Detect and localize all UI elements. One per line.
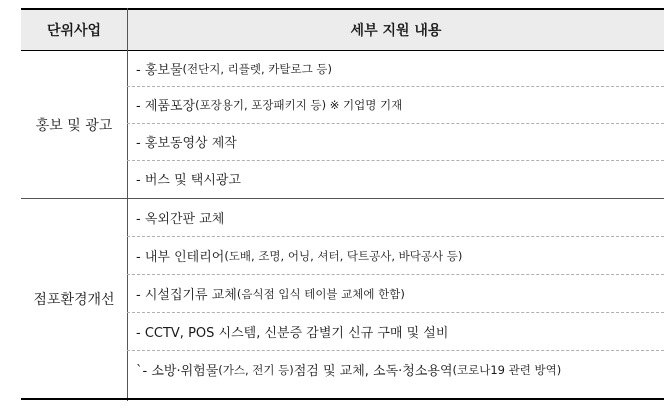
table-header (21, 10, 664, 50)
item-note: (전단지, 리플렛, 카탈로그 등) (182, 61, 332, 76)
item-main: `- 소방·위험물 (136, 364, 219, 379)
list-item (136, 161, 241, 196)
item-main: - 홍보동영상 제작 (136, 136, 237, 151)
list-item (136, 124, 237, 159)
item-main-cont: 점검 및 교체, 소독·청소용역 (293, 364, 453, 379)
item-main: - 버스 및 택시광고 (136, 173, 241, 188)
table-bottom-border (21, 398, 664, 400)
item-main: - 내부 인테리어 (136, 250, 225, 265)
item-note: (음식점 입식 테이블 교체에 한함) (236, 286, 405, 301)
list-item (136, 51, 332, 86)
list-item (136, 200, 224, 235)
item-main: - 옥외간판 교체 (136, 212, 225, 227)
item-note-cont: (코로나19 관련 방역) (452, 362, 562, 377)
column-divider (127, 8, 128, 401)
item-note: (도배, 조명, 어닝, 셔터, 닥트공사, 바닥공사 등) (224, 248, 463, 263)
group-label: 홍보 및 광고 (35, 117, 113, 134)
header-details: 세부 지원 내용 (350, 23, 442, 39)
row-divider (127, 236, 664, 237)
list-item (136, 352, 561, 387)
list-item (136, 276, 405, 311)
row-divider (127, 274, 664, 275)
list-item (136, 87, 402, 122)
list-item (136, 238, 462, 273)
group-label: 점포환경개선 (33, 292, 115, 308)
item-main: - 홍보물 (136, 63, 183, 78)
item-main: - CCTV, POS 시스템, 신분증 감별기 신규 구매 및 설비 (136, 326, 449, 341)
row-divider (127, 350, 664, 351)
item-note: (가스, 전기 등) (218, 362, 294, 377)
header-unit-project: 단위사업 (46, 23, 102, 39)
item-main: - 제품포장 (136, 99, 196, 114)
list-item (136, 314, 448, 349)
support-table (21, 8, 664, 401)
item-note: (포장용기, 포장패키지 등) ※ 기업명 기재 (195, 97, 403, 112)
row-divider (127, 312, 664, 313)
item-main: - 시설집기류 교체 (136, 288, 237, 303)
